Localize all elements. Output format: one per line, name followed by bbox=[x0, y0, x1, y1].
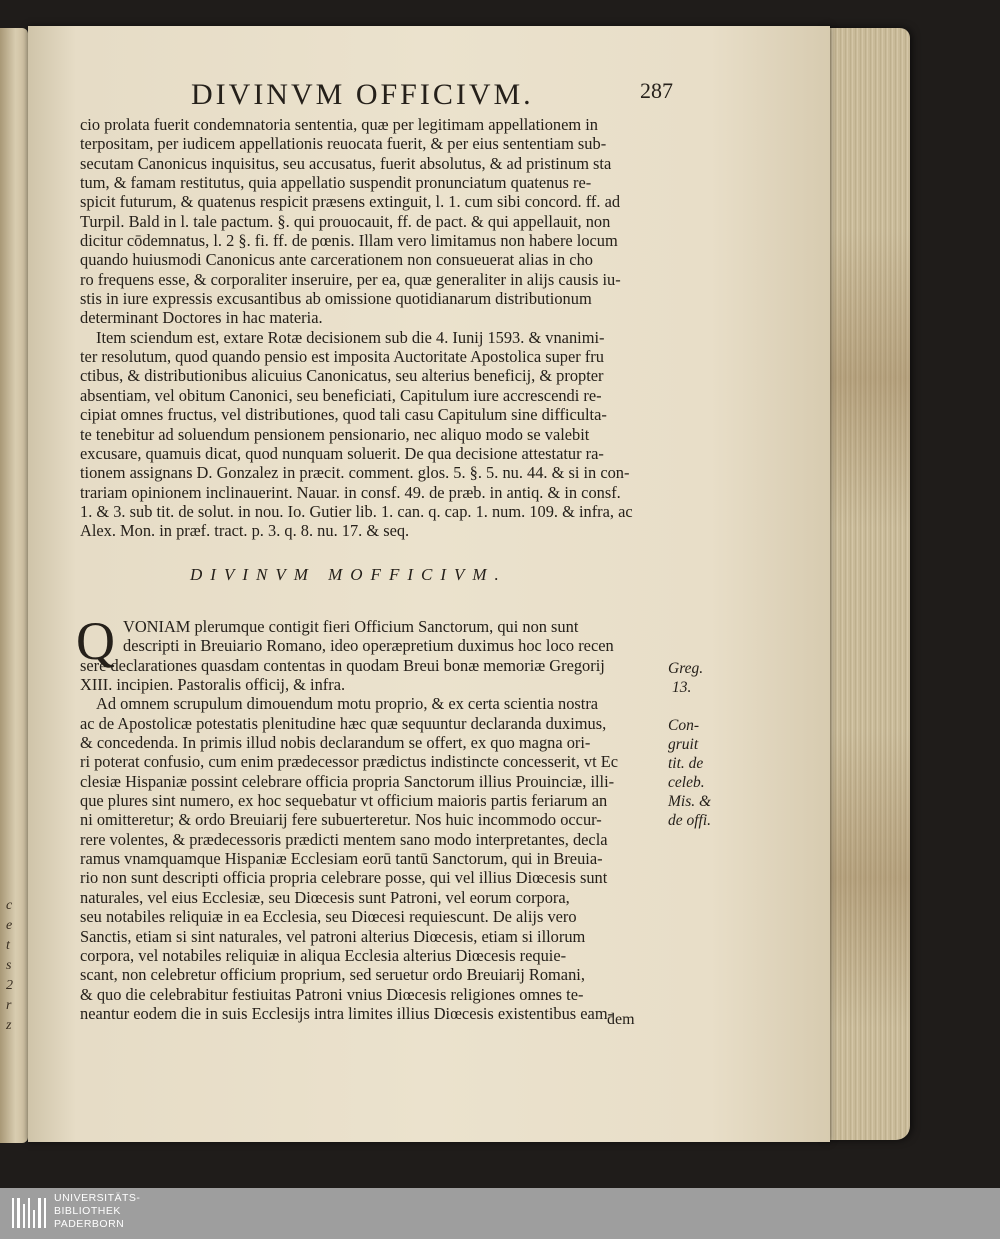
text-line: ac de Apostolicæ potestatis plenitudine hæc quæ sequuntur declaranda duximus, bbox=[80, 713, 607, 733]
text-line: excusare, quamuis dicat, quod nunquam soluerit. De qua decisione attestatur ra- bbox=[80, 443, 604, 463]
marginal-line: celeb. bbox=[668, 774, 705, 791]
text-line: & concedenda. In primis illud nobis declarandum se offert, ex quo magna ori- bbox=[80, 733, 591, 753]
text-line: cio prolata fuerit condemnatoria sententia, quæ per legitimam appellationem in bbox=[80, 115, 598, 134]
left-page-mark: s bbox=[6, 958, 12, 973]
text-line: clesiæ Hispaniæ possint celebrare officia propria Sanctorum illius Prouinciæ, illi- bbox=[80, 771, 615, 791]
text-line: seu notabiles reliquiæ in ea Ecclesia, seu Diœcesi requiescunt. De alijs vero bbox=[80, 907, 577, 927]
left-page-mark: t bbox=[6, 938, 10, 953]
text-line: terpositam, per iudicem appellationis reuocata fuerit, & per eius sententiam sub- bbox=[80, 134, 607, 154]
text-line: secutam Canonicus inquisitus, seu accusatus, fuerit absolutus, & ad pristinum sta bbox=[80, 153, 612, 173]
text-line: Turpil. Bald in l. tale pactum. §. qui prouocauit, ff. de pact. & qui appellauit, non bbox=[80, 211, 611, 231]
text-line: rere volentes, & prædecessoris prædicti mentem sano modo interpretantes, decla bbox=[80, 829, 608, 849]
text-line: stis in iure expressis excusantibus ab omissione quotidianarum distributionum bbox=[80, 289, 592, 309]
text-line: te tenebitur ad soluendum pensionem pensionario, nec aliquo modo se valebit bbox=[80, 424, 590, 444]
text-line: ni omitteretur; & ordo Breuiarij fere subuerteretur. Nos huic incommodo occur- bbox=[80, 810, 602, 830]
library-logo-icon bbox=[12, 1196, 46, 1228]
section-heading: DIVINVM MOFFICIVM. bbox=[190, 565, 507, 584]
text-line: ri poterat confusio, cum enim prædecessor prædictus indistincte concesserit, vt Ec bbox=[80, 752, 619, 772]
text-line: ro frequens esse, & corporaliter inseruire, per ea, quæ generaliter in alijs causis iu- bbox=[80, 269, 621, 289]
text-line: determinant Doctores in hac materia. bbox=[80, 308, 323, 328]
text-line: Alex. Mon. in præf. tract. p. 3. q. 8. nu. 17. & seq. bbox=[80, 521, 410, 541]
library-footer bbox=[0, 1188, 1000, 1239]
left-page-mark: r bbox=[6, 998, 12, 1013]
text-line: rio non sunt descripti officia propria celebrare posse, qui vel illius Diœcesis sunt bbox=[80, 868, 608, 888]
left-page-mark: 2 bbox=[6, 978, 13, 993]
left-page-mark: z bbox=[6, 1018, 12, 1033]
text-line: tum, & famam restitutus, quia appellatio suspendit pronunciatum quatenus re- bbox=[80, 173, 592, 193]
text-line: que plures sint numero, ex hoc sequebatur vt officium maioris partis feriarum an bbox=[80, 791, 608, 811]
text-line: Sanctis, etiam si sint naturales, vel patroni alterius Diœcesis, etiam si illorum bbox=[80, 926, 586, 946]
marginal-line: tit. de bbox=[668, 755, 704, 772]
text-line: XIII. incipien. Pastoralis officij, & infra. bbox=[80, 675, 346, 695]
running-title: DIVINVM OFFICIVM. bbox=[191, 78, 534, 111]
drop-cap: Q bbox=[76, 611, 115, 671]
left-page-mark: e bbox=[6, 918, 13, 933]
library-name-line: UNIVERSITÄTS- bbox=[54, 1192, 141, 1204]
paragraph-body bbox=[80, 617, 680, 1023]
marginal-note-congruit bbox=[668, 716, 711, 830]
text-line: neantur eodem die in suis Ecclesijs intra limites illius Diœcesis existentibus eam- bbox=[80, 1003, 614, 1023]
paragraph-body bbox=[80, 115, 680, 541]
text-line: descripti in Breuiario Romano, ideo operæpretium duximus hoc loco recen bbox=[123, 636, 614, 656]
text-line: spicit futurum, & quatenus respicit præsens extinguit, l. 1. cum sibi concord. ff. ad bbox=[80, 192, 621, 212]
text-line: tionem assignans D. Gonzalez in præcit. comment. glos. 5. §. 5. nu. 44. & si in con- bbox=[80, 463, 630, 483]
text-line: absentiam, vel obitum Canonici, seu beneficiati, Capitulum iure accrescendi re- bbox=[80, 385, 602, 405]
text-line: Ad omnem scrupulum dimouendum motu proprio, & ex certa scientia nostra bbox=[96, 694, 599, 714]
catchword: dem bbox=[607, 1011, 635, 1028]
library-name bbox=[54, 1192, 140, 1231]
text-line: dicitur cōdemnatus, l. 2 §. fi. ff. de pœnis. Illam vero limitamus non habere locum bbox=[80, 231, 618, 251]
text-line: sere declarationes quasdam contentas in quodam Breui bonæ memoriæ Gregorij bbox=[80, 655, 605, 675]
text-line: ter resolutum, quod quando pensio est imposita Auctoritate Apostolica super fru bbox=[80, 347, 604, 367]
left-page-mark: c bbox=[6, 898, 13, 913]
text-line: cipiat omnes fructus, vel distributiones, quod tali casu Capitulum sine difficulta- bbox=[80, 405, 607, 425]
page-number: 287 bbox=[640, 78, 673, 103]
library-name-line: BIBLIOTHEK bbox=[54, 1205, 121, 1217]
text-line: ramus vnamquamque Hispaniæ Ecclesiam eorū tantū Sanctorum, qui in Breuia- bbox=[80, 849, 603, 869]
text-line: naturales, vel eius Ecclesiæ, seu Diœcesis sunt Patroni, vel eorum corpora, bbox=[80, 887, 570, 907]
text-line: ctibus, & distributionibus alicuius Canonicatus, seu alterius beneficij, & propter bbox=[80, 366, 604, 386]
book-fore-edge bbox=[824, 28, 910, 1140]
left-page-edge bbox=[0, 28, 28, 1143]
text-line: corpora, vel notabiles reliquiæ in aliqua Ecclesia alterius Diœcesis requie- bbox=[80, 945, 567, 965]
text-line: 1. & 3. sub tit. de solut. in nou. Io. Gutier lib. 1. can. q. cap. 1. num. 109. & infra, ac bbox=[80, 501, 633, 521]
marginal-line: Con- bbox=[668, 717, 699, 734]
library-name-line: PADERBORN bbox=[54, 1218, 125, 1230]
marginal-line: 13. bbox=[672, 679, 692, 696]
marginal-line: Mis. & bbox=[668, 793, 712, 810]
marginal-note-greg bbox=[668, 659, 703, 697]
text-line: quando huiusmodi Canonicus ante carcerationem non consueuerat alias in cho bbox=[80, 250, 593, 270]
text-line: & quo die celebrabitur festiuitas Patroni vnius Diœcesis religiones omnes te- bbox=[80, 984, 584, 1004]
text-line: VONIAM plerumque contigit fieri Officium Sanctorum, qui non sunt bbox=[123, 617, 579, 636]
marginal-line: Greg. bbox=[668, 660, 704, 677]
text-line: trariam opinionem inclinauerint. Nauar. in consf. 49. de præb. in antiq. & in consf. bbox=[80, 482, 621, 502]
marginal-line: de offi. bbox=[668, 812, 712, 829]
text-line: Item sciendum est, extare Rotæ decisionem sub die 4. Iunij 1593. & vnanimi- bbox=[96, 327, 605, 347]
text-line: scant, non celebretur officium proprium, sed seruetur ordo Breuiarij Romani, bbox=[80, 965, 585, 985]
marginal-line: gruit bbox=[668, 736, 699, 753]
